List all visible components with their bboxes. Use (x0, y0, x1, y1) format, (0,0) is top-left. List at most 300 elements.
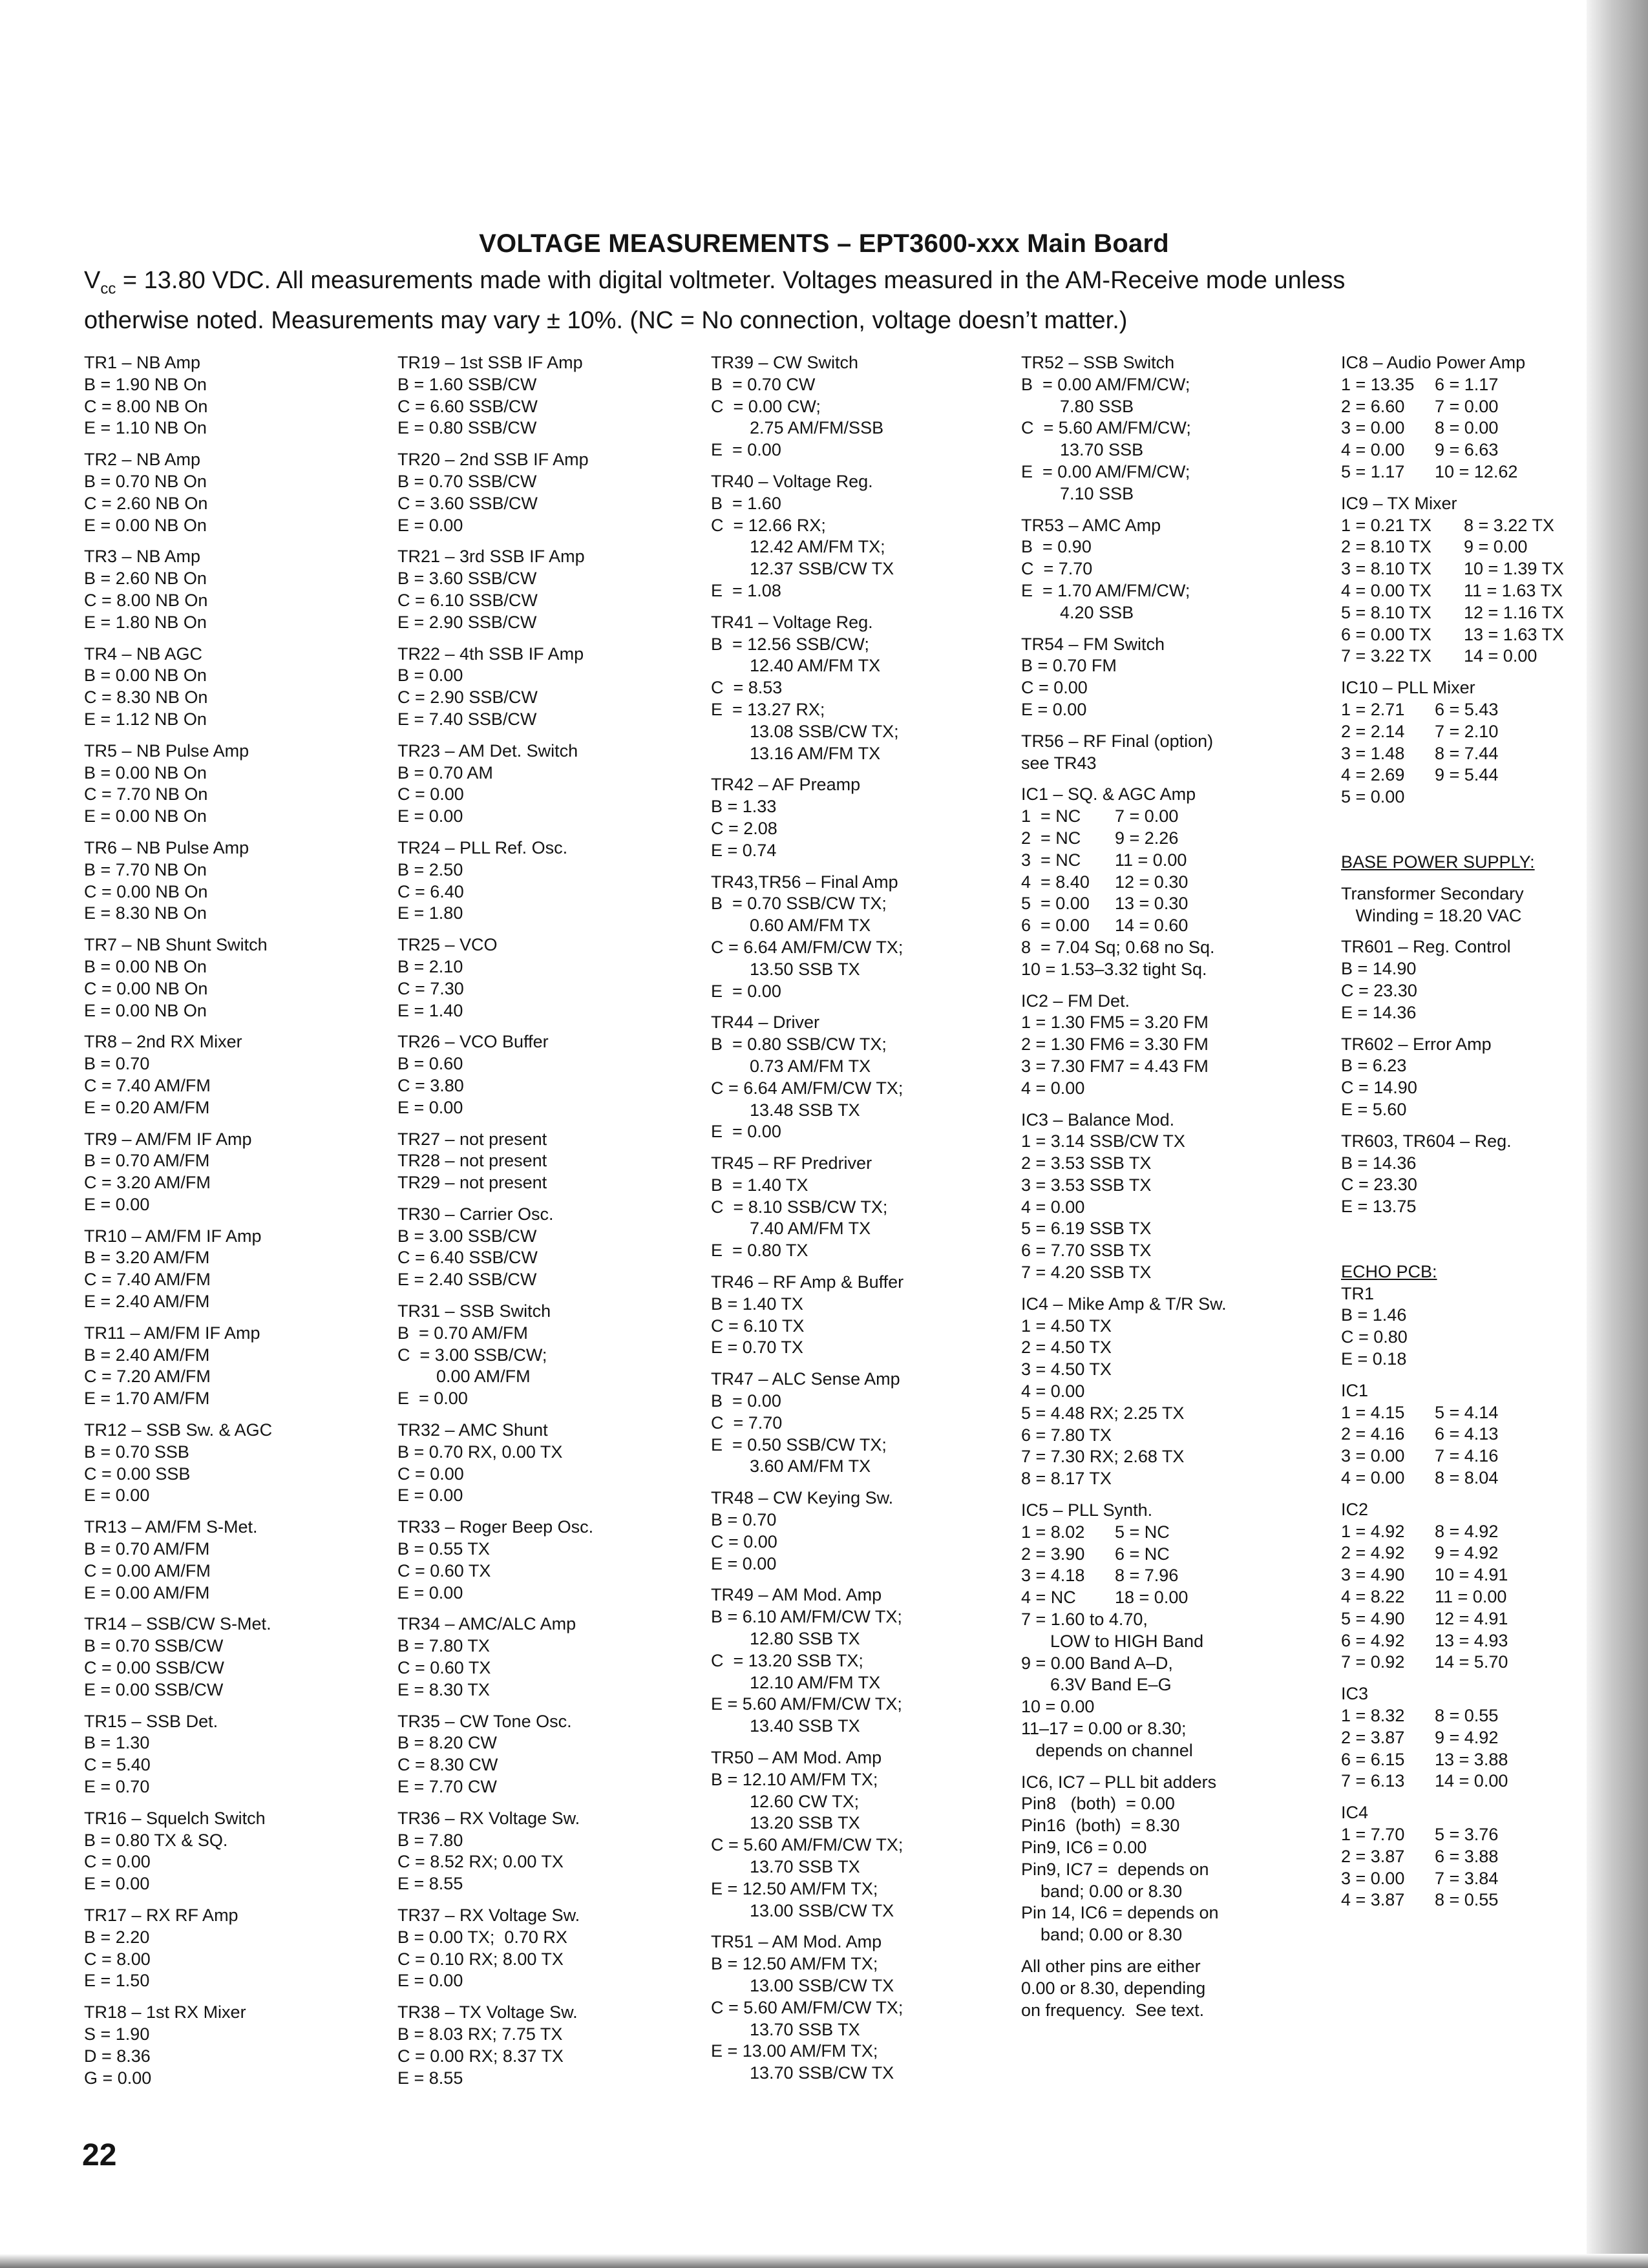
measurement-line: B = 0.00 NB On (84, 762, 207, 782)
pin-voltage: 4 = 2.69 (1341, 765, 1405, 785)
measurement-line: E = 0.00 (397, 1389, 468, 1409)
measurement-line: C = 2.90 SSB/CW (397, 688, 538, 708)
component-heading: TR30 – Carrier Osc. (397, 1204, 554, 1224)
measurement-line: E = 13.75 (1341, 1197, 1417, 1217)
component-heading: TR39 – CW Switch (711, 353, 859, 372)
pin-voltage: 1 = 4.92 (1341, 1521, 1405, 1541)
measurement-line: B = 12.50 AM/FM TX; (711, 1954, 878, 1974)
pin-voltage: 1 = 13.35 (1341, 374, 1415, 394)
measurement-block (1341, 1380, 1574, 1489)
intro-line-1: = 13.80 VDC. All measurements made with digital voltmeter. Voltages measured in the AM-Receive mode unless (116, 267, 1346, 294)
measurement-line: 3 = 3.53 SSB TX (1021, 1175, 1152, 1195)
measurement-line: 8 = 8.17 TX (1021, 1469, 1112, 1489)
measurement-line: C = 6.10 SSB/CW (397, 590, 538, 610)
page-title: VOLTAGE MEASUREMENTS – EPT3600-xxx Main Board (479, 229, 1169, 258)
measurement-block (1021, 1772, 1328, 1946)
measurement-line: E = 0.00 (397, 1486, 463, 1506)
measurement-line: C = 7.20 AM/FM (84, 1367, 211, 1387)
measurement-column-5 (1341, 352, 1574, 1921)
pin-voltage: 14 = 0.00 (1435, 1771, 1508, 1791)
measurement-line: 12.10 AM/FM TX (711, 1672, 881, 1692)
measurement-line: 6 = 7.70 SSB TX (1021, 1241, 1152, 1261)
measurement-block (397, 1031, 701, 1118)
component-heading: IC1 (1341, 1380, 1369, 1400)
measurement-line: 6 = 7.80 TX (1021, 1425, 1112, 1445)
measurement-line: C = 3.00 SSB/CW; (397, 1345, 547, 1365)
measurement-line: E = 1.70 AM/FM/CW; (1021, 580, 1190, 600)
pin-voltage: 7 = 3.84 (1435, 1868, 1499, 1888)
measurement-line: E = 0.00 NB On (84, 1000, 207, 1020)
measurement-line: C = 2.60 NB On (84, 493, 208, 513)
component-heading: TR3 – NB Amp (84, 547, 201, 567)
measurement-block (1021, 784, 1328, 980)
measurement-line: E = 1.40 (397, 1000, 463, 1020)
measurement-line: C = 5.40 (84, 1755, 151, 1775)
pin-voltage-grid (1021, 1522, 1328, 1609)
measurement-line: B = 0.00 (711, 1391, 781, 1411)
measurement-line: B = 12.10 AM/FM TX; (711, 1769, 878, 1789)
measurement-line: B = 0.70 CW (711, 374, 816, 394)
pin-voltage: 9 = 2.26 (1115, 828, 1179, 848)
component-heading: TR56 – RF Final (option) (1021, 731, 1214, 751)
measurement-line: E = 0.00 NB On (84, 806, 207, 826)
component-heading: TR19 – 1st SSB IF Amp (397, 353, 583, 372)
measurement-block (1021, 352, 1328, 505)
pin-voltage: 7 = 0.92 (1341, 1652, 1405, 1672)
measurement-line: E = 0.00 AM/FM/CW; (1021, 461, 1190, 481)
component-heading: TR23 – AM Det. Switch (397, 740, 578, 761)
pin-voltage: 4 = NC (1021, 1588, 1076, 1608)
measurement-block (711, 1012, 1015, 1143)
component-heading: IC3 (1341, 1684, 1369, 1704)
measurement-block (84, 1129, 388, 1216)
pin-voltage: 8 = 8.04 (1435, 1468, 1499, 1488)
pin-voltage: 4 = 3.87 (1341, 1890, 1405, 1910)
measurement-block (84, 934, 388, 1022)
pin-voltage: 5 = NC (1115, 1522, 1170, 1542)
measurement-line: E = 2.40 SSB/CW (397, 1270, 537, 1290)
component-heading: TR21 – 3rd SSB IF Amp (397, 547, 585, 567)
measurement-line: 12.80 SSB TX (711, 1629, 860, 1649)
measurement-line: see TR43 (1021, 753, 1097, 773)
measurement-line: B = 0.70 AM/FM (84, 1151, 210, 1171)
measurement-line: B = 1.46 (1341, 1305, 1407, 1325)
measurement-block (84, 449, 388, 536)
pin-voltage: 8 = 0.55 (1435, 1706, 1499, 1726)
component-heading: TR5 – NB Pulse Amp (84, 740, 249, 761)
measurement-line: E = 8.30 NB On (84, 903, 207, 923)
pin-voltage: 2 = 8.10 TX (1341, 537, 1431, 557)
measurement-block (1021, 1109, 1328, 1284)
measurement-line: 7 = 7.30 RX; 2.68 TX (1021, 1447, 1185, 1467)
measurement-line: C = 8.30 NB On (84, 688, 208, 708)
measurement-line: C = 0.00 (711, 1531, 777, 1551)
component-heading: TR44 – Driver (711, 1013, 820, 1033)
measurement-line: 7 = 1.60 to 4.70, (1021, 1610, 1148, 1630)
measurement-block (84, 1905, 388, 1992)
pin-voltage: 5 = 4.14 (1435, 1402, 1499, 1422)
measurement-line: TR1 (1341, 1283, 1375, 1303)
component-heading: IC9 – TX Mixer (1341, 493, 1457, 513)
measurement-block (711, 872, 1015, 1003)
pin-voltage: 8 = 7.44 (1435, 743, 1499, 763)
pin-voltage: 1 = 8.32 (1341, 1706, 1405, 1726)
measurement-block (397, 352, 701, 439)
component-heading: TR31 – SSB Switch (397, 1301, 551, 1321)
measurement-block (84, 1323, 388, 1410)
pin-voltage: 1 = 7.70 (1341, 1825, 1405, 1845)
measurement-block (397, 1711, 701, 1798)
measurement-block (84, 2002, 388, 2089)
component-heading: TR52 – SSB Switch (1021, 353, 1175, 372)
measurement-line: E = 0.00 SSB/CW (84, 1679, 224, 1699)
component-heading: TR33 – Roger Beep Osc. (397, 1517, 594, 1537)
measurement-line: 13.00 SSB/CW TX (711, 1900, 894, 1920)
measurement-block (397, 449, 701, 536)
component-heading: TR51 – AM Mod. Amp (711, 1932, 882, 1952)
measurement-column-2 (397, 352, 701, 2099)
intro-paragraph (84, 265, 1558, 337)
section-heading: ECHO PCB: (1341, 1261, 1437, 1281)
measurement-line: E = 0.74 (711, 840, 777, 860)
measurement-line: E = 8.30 TX (397, 1679, 490, 1699)
measurement-line: 13.20 SSB TX (711, 1813, 860, 1833)
component-heading: TR6 – NB Pulse Amp (84, 837, 249, 857)
component-heading: TR18 – 1st RX Mixer (84, 2002, 246, 2022)
measurement-block (84, 1031, 388, 1118)
measurement-line: E = 1.10 NB On (84, 418, 207, 438)
measurement-line: LOW to HIGH Band (1021, 1631, 1204, 1651)
measurement-line: C = 0.00 NB On (84, 881, 208, 901)
pin-voltage: 2 = 3.90 (1021, 1544, 1085, 1564)
measurement-block (397, 2002, 701, 2089)
pin-voltage: 9 = 4.92 (1435, 1543, 1499, 1563)
pin-voltage: 7 = 0.00 (1115, 806, 1179, 826)
measurement-block (84, 1517, 388, 1604)
pin-voltage: 1 = 0.21 TX (1341, 515, 1431, 535)
measurement-line: B = 0.55 TX (397, 1539, 490, 1559)
measurement-line: E = 0.80 TX (711, 1241, 808, 1261)
measurement-line: C = 0.10 RX; 8.00 TX (397, 1949, 564, 1969)
component-heading: TR1 – NB Amp (84, 353, 201, 372)
component-heading: TR32 – AMC Shunt (397, 1420, 548, 1440)
measurement-line: B = 1.40 TX (711, 1294, 803, 1314)
measurement-block (397, 1808, 701, 1895)
component-heading: TR14 – SSB/CW S-Met. (84, 1614, 271, 1634)
measurement-line: B = 0.70 SSB (84, 1442, 189, 1462)
component-heading: IC4 – Mike Amp & T/R Sw. (1021, 1294, 1227, 1314)
measurement-line: 0.00 AM/FM (397, 1367, 531, 1387)
measurement-block (1341, 883, 1574, 927)
pin-voltage: 6 = 0.00 TX (1341, 624, 1431, 644)
measurement-block (397, 1420, 701, 1507)
measurement-line: B = 0.70 FM (1021, 656, 1117, 676)
measurement-line: TR28 – not present (397, 1151, 547, 1171)
pin-voltage: 11 = 0.00 (1115, 850, 1187, 870)
pin-voltage: 10 = 1.39 TX (1464, 559, 1564, 579)
measurement-line: B = 7.80 TX (397, 1636, 490, 1656)
measurement-block (84, 837, 388, 925)
measurement-block (711, 1487, 1015, 1575)
measurement-line: B = 0.70 (84, 1054, 150, 1074)
measurement-line: E = 7.70 CW (397, 1777, 497, 1797)
measurement-line: 5 = 0.00 (1341, 787, 1405, 807)
component-heading: TR49 – AM Mod. Amp (711, 1585, 882, 1605)
measurement-line: C = 5.60 AM/FM/CW TX; (711, 1835, 903, 1855)
measurement-block (711, 1272, 1015, 1359)
measurement-line: B = 12.56 SSB/CW; (711, 634, 869, 654)
component-heading: TR43,TR56 – Final Amp (711, 872, 898, 892)
measurement-line: 4 = 0.00 (1021, 1381, 1085, 1402)
measurement-line: C = 8.00 (84, 1949, 151, 1969)
pin-voltage: 13 = 4.93 (1435, 1630, 1508, 1650)
measurement-block (397, 1301, 701, 1410)
measurement-block (397, 1129, 701, 1194)
pin-voltage: 6 = 3.88 (1435, 1846, 1499, 1866)
measurement-line: E = 0.00 (397, 1971, 463, 1991)
measurement-line: E = 13.00 AM/FM TX; (711, 2041, 878, 2061)
measurement-line: B = 0.70 AM/FM (84, 1539, 210, 1559)
pin-voltage: 6 = 1.17 (1435, 374, 1499, 394)
measurement-block (397, 1517, 701, 1604)
pin-voltage-grid (1341, 1705, 1574, 1792)
pin-voltage: 8 = 0.00 (1435, 418, 1499, 438)
measurement-line: B = 0.80 TX & SQ. (84, 1830, 228, 1850)
pin-voltage: 6 = NC (1115, 1544, 1170, 1564)
measurement-block (711, 1369, 1015, 1478)
pin-voltage: 6 = 6.15 (1341, 1749, 1405, 1769)
measurement-line: E = 0.00 NB On (84, 515, 207, 535)
measurement-line: B = 0.00 NB On (84, 956, 207, 976)
measurement-block (397, 934, 701, 1022)
measurement-line: 13.70 SSB TX (711, 2019, 860, 2039)
measurement-line: E = 1.80 NB On (84, 612, 207, 632)
measurement-block (711, 1931, 1015, 2084)
measurement-line: E = 0.18 (1341, 1349, 1407, 1369)
measurement-line: 1 = 4.50 TX (1021, 1316, 1112, 1336)
measurement-line: E = 5.60 (1341, 1099, 1407, 1119)
measurement-line: B = 2.60 NB On (84, 569, 207, 589)
measurement-block (84, 1808, 388, 1895)
component-heading: IC2 – FM Det. (1021, 991, 1130, 1011)
component-heading: TR27 – not present (397, 1129, 547, 1149)
component-heading: TR22 – 4th SSB IF Amp (397, 644, 584, 664)
pin-voltage: 12 = 0.30 (1115, 872, 1188, 892)
measurement-block (84, 644, 388, 731)
measurement-line: band; 0.00 or 8.30 (1021, 1925, 1183, 1945)
measurement-block (711, 1153, 1015, 1262)
pin-voltage: 1 = 4.15 (1341, 1402, 1405, 1422)
component-heading: TR54 – FM Switch (1021, 634, 1165, 654)
measurement-line: E = 0.00 (84, 1486, 150, 1506)
component-heading: IC10 – PLL Mixer (1341, 678, 1475, 698)
measurement-line: B = 3.00 SSB/CW (397, 1226, 537, 1246)
measurement-line: C = 14.90 (1341, 1078, 1417, 1098)
measurement-line: 7.10 SSB (1021, 483, 1134, 503)
measurement-line: E = 0.00 (397, 515, 463, 535)
pin-voltage: 13 = 0.30 (1115, 894, 1188, 914)
measurement-block (1341, 852, 1574, 874)
measurement-line: C = 0.00 RX; 8.37 TX (397, 2046, 564, 2066)
measurement-line: B = 14.90 (1341, 959, 1417, 979)
measurement-line: 3.60 AM/FM TX (711, 1456, 871, 1476)
measurement-line: 12.37 SSB/CW TX (711, 559, 894, 579)
measurement-line: B = 0.00 (397, 666, 463, 686)
pin-voltage: 5 = 3.20 FM (1115, 1013, 1209, 1033)
measurement-line: C = 8.10 SSB/CW TX; (711, 1197, 888, 1217)
page-number: 22 (82, 2138, 117, 2172)
pin-voltage-grid (1341, 1521, 1574, 1674)
component-heading: TR601 – Reg. Control (1341, 937, 1511, 957)
measurement-line: E = 0.50 SSB/CW TX; (711, 1434, 887, 1454)
measurement-line: E = 7.40 SSB/CW (397, 709, 537, 729)
measurement-line: E = 1.70 AM/FM (84, 1389, 210, 1409)
measurement-line: E = 0.70 TX (711, 1338, 803, 1358)
measurement-block (1341, 493, 1574, 667)
measurement-block (84, 352, 388, 439)
pin-voltage: 2 = 1.30 FM (1021, 1034, 1115, 1055)
pin-voltage: 11 = 1.63 TX (1464, 580, 1563, 600)
measurement-line: B = 1.90 NB On (84, 374, 207, 394)
measurement-line: C = 0.00 (84, 1852, 151, 1872)
page-bottom-edge (0, 2254, 1648, 2268)
book-spine-edge (1587, 0, 1648, 2268)
measurement-block (711, 471, 1015, 602)
pin-voltage: 7 = 4.16 (1435, 1446, 1499, 1466)
measurement-line: C = 6.64 AM/FM/CW TX; (711, 1078, 903, 1098)
measurement-line: B = 7.80 (397, 1830, 463, 1850)
pin-voltage: 5 = 1.17 (1341, 461, 1405, 481)
component-heading: TR24 – PLL Ref. Osc. (397, 837, 568, 857)
measurement-line: E = 1.80 (397, 903, 463, 923)
measurement-line: 9 = 0.00 Band A–D, (1021, 1653, 1173, 1673)
measurement-line: 13.00 SSB/CW TX (711, 1975, 894, 1995)
component-heading: TR53 – AMC Amp (1021, 515, 1161, 535)
measurement-line: 7.80 SSB (1021, 396, 1134, 416)
measurement-line: B = 1.60 (711, 493, 781, 513)
measurement-block (397, 546, 701, 633)
measurement-line: C = 8.00 NB On (84, 396, 208, 416)
component-heading: IC4 (1341, 1803, 1369, 1823)
measurement-line: C = 3.80 (397, 1075, 464, 1095)
component-heading: IC1 – SQ. & AGC Amp (1021, 784, 1196, 804)
measurement-block (84, 1226, 388, 1313)
measurement-line: 1 = 3.14 SSB/CW TX (1021, 1131, 1185, 1151)
measurement-block (1341, 936, 1574, 1024)
measurement-line: B = 0.80 SSB/CW TX; (711, 1034, 887, 1055)
measurement-line: Pin9, IC6 = 0.00 (1021, 1838, 1147, 1857)
component-heading: TR15 – SSB Det. (84, 1711, 218, 1731)
pin-voltage: 12 = 1.16 TX (1464, 602, 1564, 622)
measurement-line: 13.70 SSB (1021, 440, 1144, 460)
measurement-block (1021, 991, 1328, 1100)
pin-voltage: 3 = 4.18 (1021, 1566, 1085, 1586)
pin-voltage-grid (1021, 806, 1328, 937)
pin-voltage: 3 = 0.00 (1341, 418, 1405, 438)
measurement-line: C = 13.20 SSB TX; (711, 1650, 863, 1670)
measurement-line: C = 6.64 AM/FM/CW TX; (711, 937, 903, 957)
measurement-line: 7 = 4.20 SSB TX (1021, 1263, 1152, 1283)
measurement-line: B = 0.00 AM/FM/CW; (1021, 374, 1190, 394)
component-heading: TR9 – AM/FM IF Amp (84, 1129, 252, 1149)
component-heading: TR12 – SSB Sw. & AGC (84, 1420, 273, 1440)
pin-voltage: 14 = 5.70 (1435, 1652, 1508, 1672)
measurement-block (84, 546, 388, 633)
component-heading: TR10 – AM/FM IF Amp (84, 1226, 262, 1246)
measurement-line: C = 6.40 (397, 881, 464, 901)
measurement-line: E = 2.90 SSB/CW (397, 612, 537, 632)
measurement-line: B = 0.70 SSB/CW (84, 1636, 224, 1656)
measurement-line: E = 0.00 (1021, 699, 1087, 719)
measurement-line: Pin9, IC7 = depends on (1021, 1859, 1209, 1879)
measurement-block (1021, 515, 1328, 624)
pin-voltage: 9 = 0.00 (1464, 537, 1528, 557)
measurement-line: E = 0.00 (711, 981, 781, 1001)
measurement-line: B = 2.40 AM/FM (84, 1345, 210, 1365)
measurement-line: E = 13.27 RX; (711, 699, 825, 719)
measurement-line: B = 1.60 SSB/CW (397, 374, 537, 394)
measurement-line: C = 6.10 TX (711, 1316, 805, 1336)
pin-voltage-grid (1341, 515, 1574, 668)
measurement-block (1021, 1294, 1328, 1490)
measurement-block (1341, 1261, 1574, 1370)
pin-voltage: 2 = 4.16 (1341, 1424, 1405, 1444)
pin-voltage: 13 = 1.63 TX (1464, 624, 1564, 644)
measurement-line: B = 2.20 (84, 1927, 150, 1947)
measurement-line: C = 7.70 (711, 1412, 783, 1433)
measurement-block (1021, 1500, 1328, 1762)
measurement-line: E = 0.00 (397, 806, 463, 826)
component-heading: TR4 – NB AGC (84, 644, 203, 664)
component-heading: TR50 – AM Mod. Amp (711, 1748, 882, 1768)
measurement-block (1341, 677, 1574, 808)
pin-voltage: 6 = 4.92 (1341, 1630, 1405, 1650)
pin-voltage: 6 = 4.13 (1435, 1424, 1499, 1444)
measurement-line: B = 0.70 RX, 0.00 TX (397, 1442, 563, 1462)
measurement-line: 13.40 SSB TX (711, 1716, 860, 1736)
measurement-line: 11–17 = 0.00 or 8.30; (1021, 1719, 1187, 1739)
measurement-line: C = 6.40 SSB/CW (397, 1248, 538, 1268)
pin-voltage: 5 = 3.76 (1435, 1825, 1499, 1845)
pin-voltage: 7 = 6.13 (1341, 1771, 1405, 1791)
pin-voltage: 6 = 3.30 FM (1115, 1034, 1209, 1055)
pin-voltage-grid (1341, 1824, 1574, 1911)
measurement-line: C = 7.40 AM/FM (84, 1075, 211, 1095)
measurement-line: E = 2.40 AM/FM (84, 1292, 210, 1312)
pin-voltage-grid (1341, 374, 1574, 483)
measurement-block (397, 644, 701, 731)
measurement-line: 12.40 AM/FM TX (711, 656, 881, 676)
pin-voltage: 5 = 4.90 (1341, 1608, 1405, 1628)
measurement-line: C = 7.30 (397, 978, 464, 998)
measurement-line: 2 = 3.53 SSB TX (1021, 1153, 1152, 1173)
measurement-block (84, 1711, 388, 1798)
measurement-line: B = 3.60 SSB/CW (397, 569, 537, 589)
measurement-block (84, 1420, 388, 1507)
measurement-line: 13.48 SSB TX (711, 1100, 860, 1120)
component-heading: TR25 – VCO (397, 935, 498, 955)
measurement-line: C = 0.00 SSB/CW (84, 1658, 224, 1678)
pin-voltage: 3 = 1.48 (1341, 743, 1405, 763)
pin-voltage: 2 = 3.87 (1341, 1727, 1405, 1747)
measurement-line: Pin16 (both) = 8.30 (1021, 1816, 1180, 1836)
measurement-line: E = 1.50 (84, 1971, 150, 1991)
measurement-line: E = 0.00 (711, 440, 781, 460)
pin-voltage: 3 = 7.30 FM (1021, 1056, 1115, 1076)
measurement-block (1341, 1131, 1574, 1218)
measurement-line: E = 0.00 (711, 1122, 781, 1142)
measurement-line: 4 = 0.00 (1021, 1197, 1085, 1217)
